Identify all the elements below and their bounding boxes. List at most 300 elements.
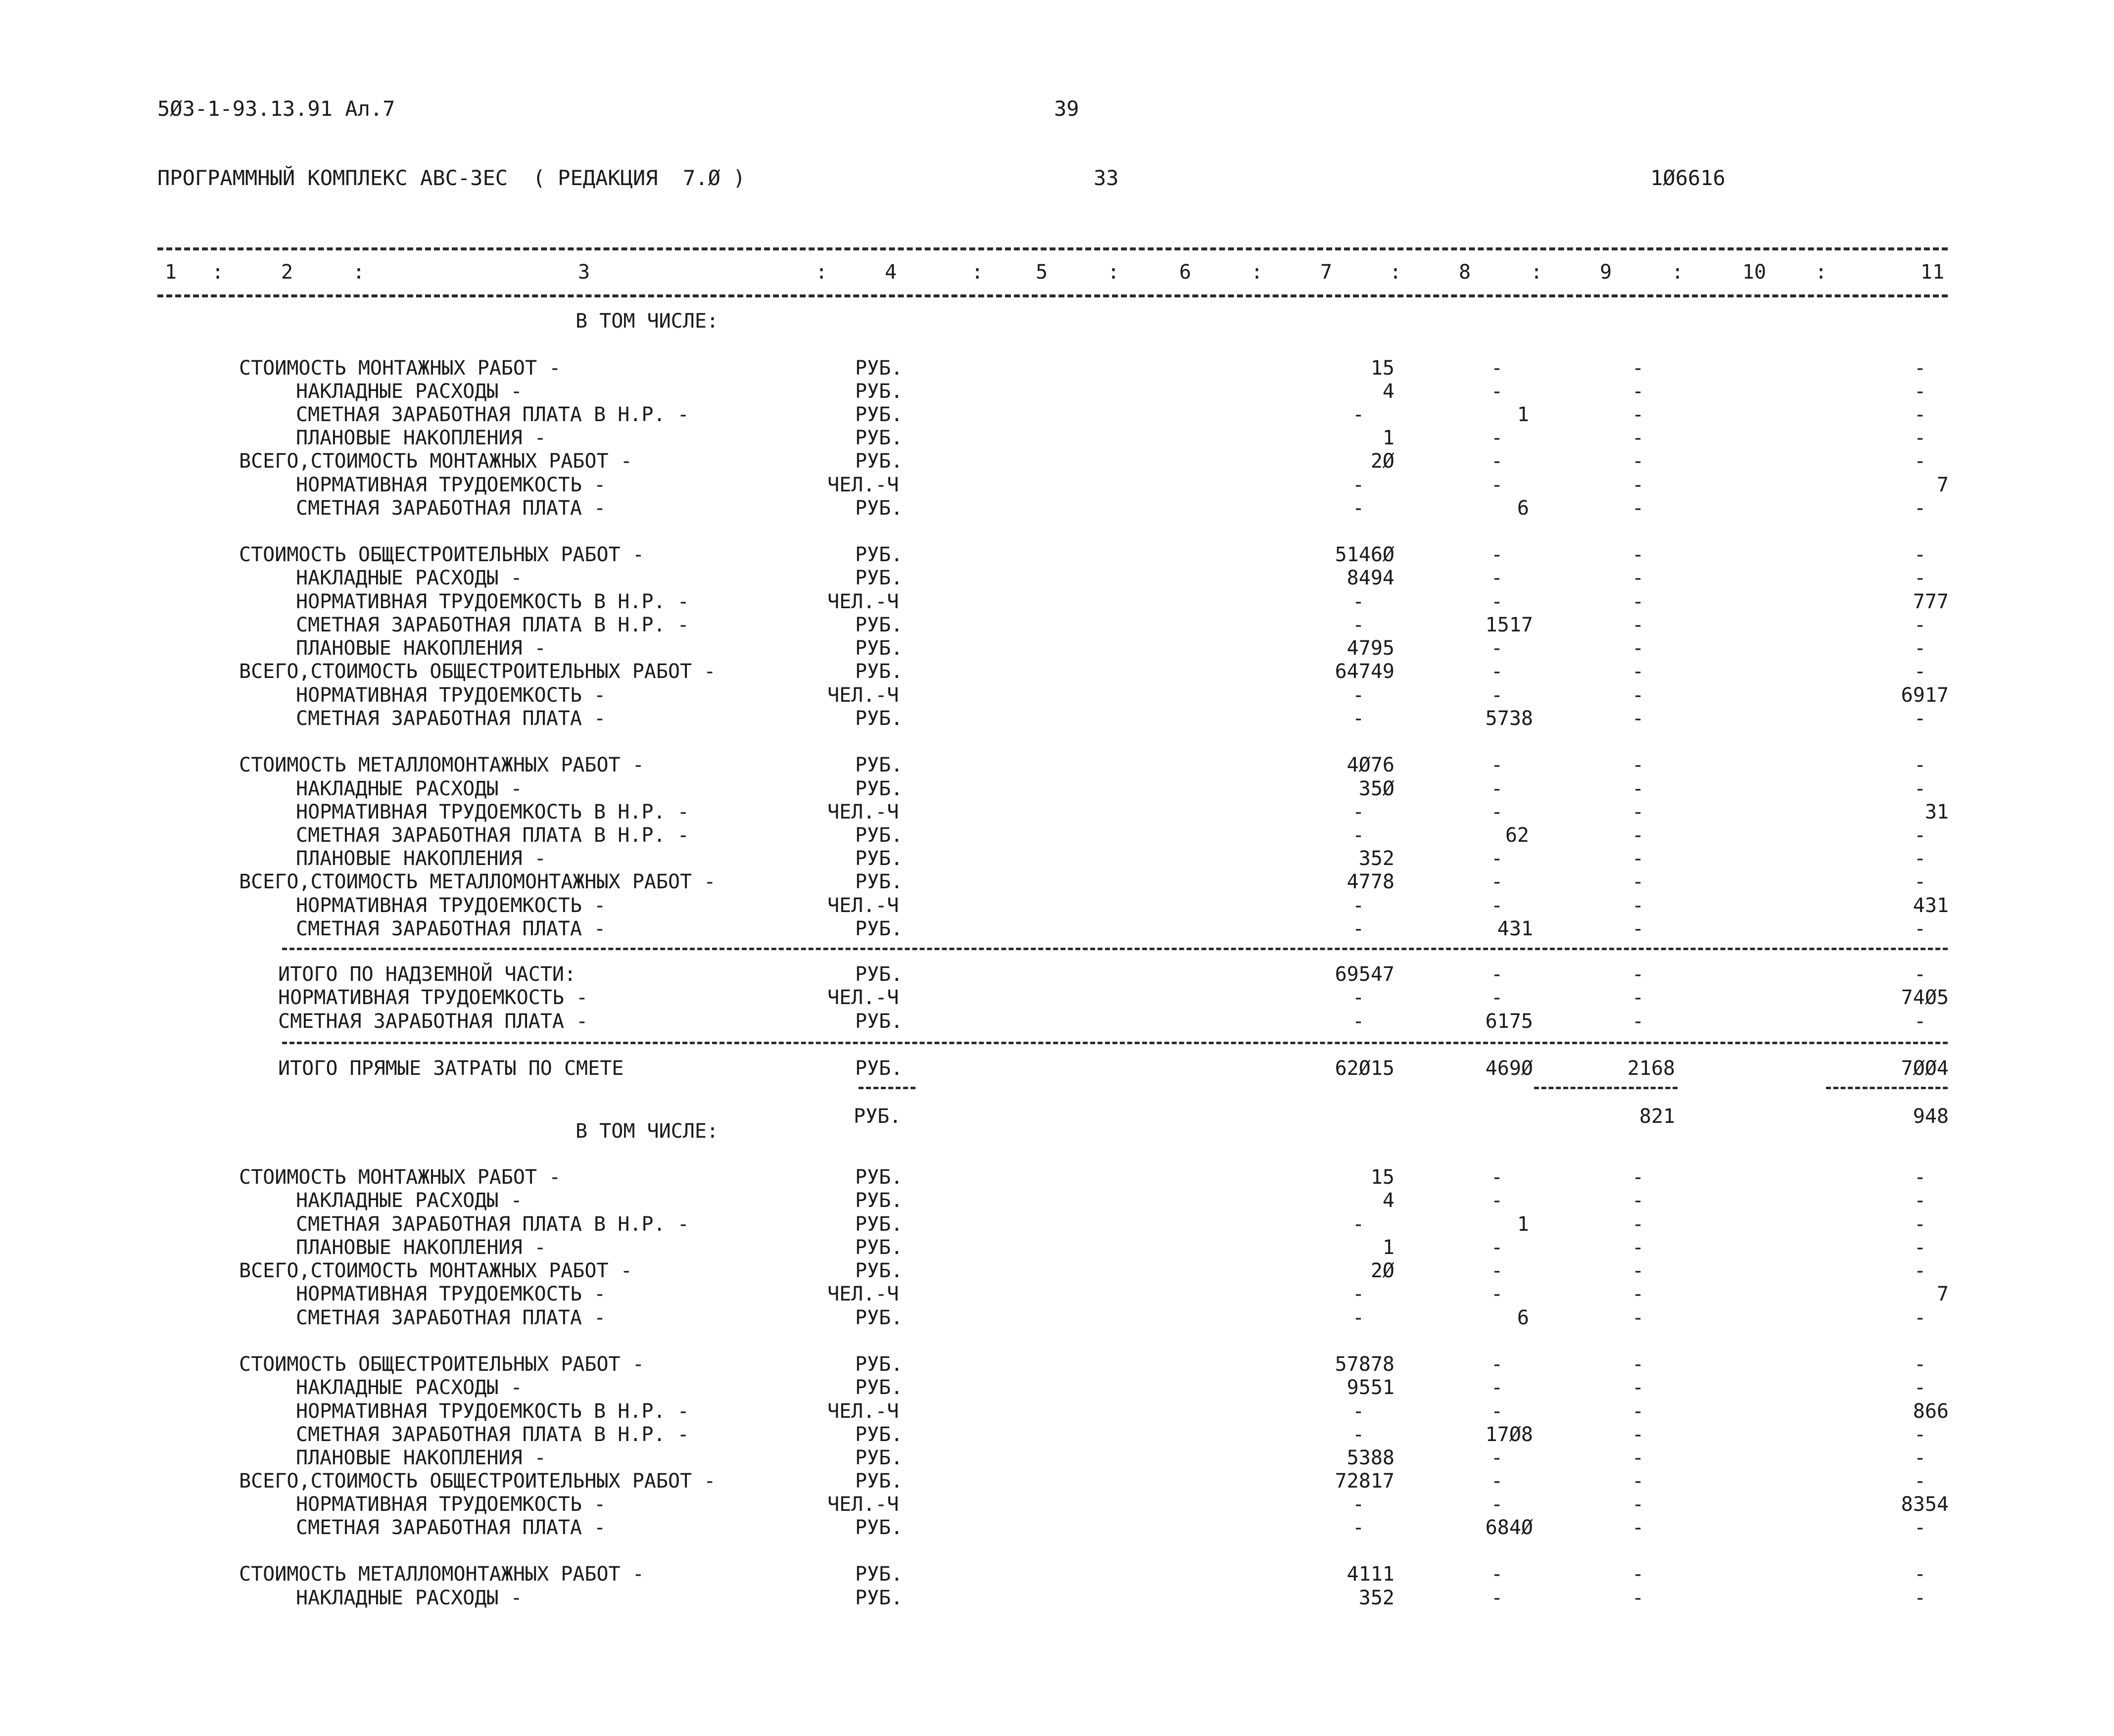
cell-col7: 352 (1358, 847, 1394, 870)
cell-col7: 2Ø (1370, 1259, 1394, 1282)
cell-col11: - (1914, 614, 1926, 636)
cell-col7: - (1352, 403, 1365, 426)
row-unit: РУБ. (855, 637, 903, 660)
row-label: НОРМАТИВНАЯ ТРУДОЕМКОСТЬ - (296, 894, 606, 917)
cell-col9: - (1632, 1166, 1644, 1189)
cell-col8: - (1490, 567, 1503, 589)
cell-col7: 4Ø76 (1346, 754, 1394, 776)
row-label: СМЕТНАЯ ЗАРАБОТНАЯ ПЛАТА - (296, 1516, 606, 1539)
cell-col9: - (1632, 380, 1644, 403)
cell-col8: - (1490, 474, 1503, 496)
row-label: НАКЛАДНЫЕ РАСХОДЫ - (296, 1587, 523, 1609)
row-label: ПЛАНОВЫЕ НАКОПЛЕНИЯ - (296, 1236, 546, 1259)
row-unit: ЧЕЛ.-Ч (827, 894, 899, 917)
cell-col8: 684Ø (1485, 1516, 1533, 1539)
row-label: НАКЛАДНЫЕ РАСХОДЫ - (296, 777, 523, 800)
column-number-3: 3 (577, 261, 590, 284)
row-unit: РУБ. (855, 917, 903, 940)
row-unit: РУБ. (855, 1423, 903, 1446)
row-label: В ТОМ ЧИСЛЕ: (576, 1120, 719, 1143)
cell-col9: - (1632, 754, 1644, 776)
document-code: 1Ø6616 (1650, 166, 1726, 190)
cell-col11: - (1914, 1563, 1926, 1586)
column-separator: : (211, 261, 224, 284)
cell-col9: - (1632, 824, 1644, 847)
cell-col11: - (1914, 1010, 1926, 1033)
cell-col9: - (1632, 567, 1644, 589)
cell-col11: 866 (1913, 1400, 1949, 1423)
cell-col11: - (1914, 1587, 1926, 1609)
cell-col9: - (1632, 1236, 1644, 1259)
cell-col9: 821 (1639, 1105, 1675, 1128)
row-unit: РУБ. (855, 614, 903, 636)
cell-col9: - (1632, 427, 1644, 449)
cell-col9: - (1632, 917, 1644, 940)
cell-col9: - (1632, 1493, 1644, 1516)
row-unit: ЧЕЛ.-Ч (827, 1400, 899, 1423)
column-separator: : (971, 261, 984, 284)
column-number-4: 4 (884, 261, 897, 284)
cell-col7: 69547 (1335, 963, 1394, 986)
row-label: СМЕТНАЯ ЗАРАБОТНАЯ ПЛАТА В Н.Р. - (296, 403, 689, 426)
cell-col11: - (1914, 450, 1926, 473)
column-number-1: 1 (164, 261, 177, 284)
cell-col9: - (1632, 986, 1644, 1009)
cell-col9: - (1632, 707, 1644, 730)
cell-col8: 469Ø (1485, 1057, 1533, 1080)
column-number-2: 2 (281, 261, 293, 284)
cell-col7: - (1352, 1400, 1365, 1423)
column-separator: : (1815, 261, 1827, 284)
row-unit: РУБ. (855, 427, 903, 449)
column-separator: : (1671, 261, 1684, 284)
cell-col11: - (1914, 1447, 1926, 1469)
cell-col7: 8494 (1346, 567, 1394, 589)
cell-col8: 1 (1517, 1213, 1529, 1236)
cell-col11: - (1914, 1213, 1926, 1236)
cell-col7: 4111 (1346, 1563, 1394, 1586)
row-unit: ЧЕЛ.-Ч (827, 474, 899, 496)
cell-col7: - (1352, 917, 1365, 940)
cell-col7: - (1352, 684, 1365, 707)
cell-col8: - (1490, 543, 1503, 566)
column-number-11: 11 (1920, 261, 1945, 284)
cell-col7: - (1352, 1306, 1365, 1329)
cell-col11: - (1914, 497, 1926, 520)
row-unit: ЧЕЛ.-Ч (827, 986, 899, 1009)
doc-code: 5Ø3-1-93.13.91 Ал.7 (157, 96, 395, 121)
cell-col11: - (1914, 357, 1926, 380)
cell-col9: - (1632, 637, 1644, 660)
row-label: СТОИМОСТЬ МОНТАЖНЫХ РАБОТ - (239, 1166, 561, 1189)
cell-col7: 4795 (1346, 637, 1394, 660)
cell-col11: - (1914, 963, 1926, 986)
cell-col8: 62 (1505, 824, 1529, 847)
cell-col8: - (1490, 1447, 1503, 1469)
cell-col11: - (1914, 1236, 1926, 1259)
row-unit: РУБ. (855, 707, 903, 730)
row-unit: РУБ. (855, 450, 903, 473)
row-unit: РУБ. (855, 357, 903, 380)
row-label: ВСЕГО,СТОИМОСТЬ МЕТАЛЛОМОНТАЖНЫХ РАБОТ - (239, 870, 716, 893)
cell-col8: - (1490, 1563, 1503, 1586)
row-label: НОРМАТИВНАЯ ТРУДОЕМКОСТЬ - (278, 986, 588, 1009)
cell-col11: - (1914, 777, 1926, 800)
cell-col7: - (1352, 986, 1365, 1009)
row-unit: РУБ. (855, 754, 903, 776)
cell-col8: - (1490, 1400, 1503, 1423)
cell-col8: - (1490, 1236, 1503, 1259)
dash-under-unit (859, 1087, 915, 1089)
row-unit: РУБ. (855, 380, 903, 403)
cell-col7: - (1352, 1493, 1365, 1516)
cell-col9: - (1632, 543, 1644, 566)
column-number-10: 10 (1742, 261, 1767, 284)
table-top-rule (157, 247, 1948, 250)
row-unit: ЧЕЛ.-Ч (827, 1493, 899, 1516)
column-number-7: 7 (1320, 261, 1333, 284)
column-number-9: 9 (1599, 261, 1612, 284)
cell-col9: - (1632, 1189, 1644, 1212)
cell-col9: - (1632, 590, 1644, 613)
row-label: НОРМАТИВНАЯ ТРУДОЕМКОСТЬ - (296, 1283, 606, 1305)
cell-col11: 31 (1924, 801, 1949, 823)
cell-col7: - (1352, 590, 1365, 613)
cell-col7: 4 (1382, 1189, 1394, 1212)
cell-col8: - (1490, 801, 1503, 823)
cell-col11: 7ØØ4 (1901, 1057, 1949, 1080)
cell-col8: - (1490, 894, 1503, 917)
cell-col8: - (1490, 754, 1503, 776)
cell-col11: 8354 (1901, 1493, 1949, 1516)
cell-col9: - (1632, 1306, 1644, 1329)
cell-col9: - (1632, 894, 1644, 917)
row-unit: РУБ. (855, 1376, 903, 1399)
cell-col9: - (1632, 1283, 1644, 1305)
cell-col9: - (1632, 684, 1644, 707)
cell-col7: 1 (1382, 1236, 1394, 1259)
cell-col11: 74Ø5 (1901, 986, 1949, 1009)
table-header-rule (157, 294, 1948, 297)
cell-col8: 431 (1497, 917, 1533, 940)
row-label: ВСЕГО,СТОИМОСТЬ ОБЩЕСТРОИТЕЛЬНЫХ РАБОТ - (239, 1470, 716, 1493)
column-separator: : (1530, 261, 1543, 284)
row-unit: РУБ. (855, 824, 903, 847)
row-unit: РУБ. (855, 567, 903, 589)
row-unit: ЧЕЛ.-Ч (827, 684, 899, 707)
column-number-8: 8 (1458, 261, 1471, 284)
row-label: СМЕТНАЯ ЗАРАБОТНАЯ ПЛАТА В Н.Р. - (296, 1423, 689, 1446)
cell-col7: - (1352, 1283, 1365, 1305)
row-unit: ЧЕЛ.-Ч (827, 801, 899, 823)
cell-col8: 1 (1517, 403, 1529, 426)
cell-col11: - (1914, 707, 1926, 730)
row-unit: ЧЕЛ.-Ч (827, 590, 899, 613)
dash-under-col11 (1826, 1087, 1948, 1089)
cell-col7: 5146Ø (1335, 543, 1394, 566)
cell-col7: - (1352, 707, 1365, 730)
cell-col11: - (1914, 917, 1926, 940)
cell-col11: - (1914, 543, 1926, 566)
cell-col8: - (1490, 357, 1503, 380)
cell-col7: 2Ø (1370, 450, 1394, 473)
cell-col8: - (1490, 1259, 1503, 1282)
cell-col8: - (1490, 1493, 1503, 1516)
cell-col9: - (1632, 357, 1644, 380)
row-label: СМЕТНАЯ ЗАРАБОТНАЯ ПЛАТА - (296, 917, 606, 940)
cell-col7: 57878 (1335, 1353, 1394, 1376)
cell-col7: 4 (1382, 380, 1394, 403)
cell-col9: - (1632, 614, 1644, 636)
cell-col9: - (1632, 870, 1644, 893)
column-separator: : (1389, 261, 1402, 284)
cell-col7: - (1352, 1213, 1365, 1236)
row-unit: РУБ. (855, 1010, 903, 1033)
row-label: ПЛАНОВЫЕ НАКОПЛЕНИЯ - (296, 847, 546, 870)
cell-col8: - (1490, 427, 1503, 449)
row-label: ИТОГО ПРЯМЫЕ ЗАТРАТЫ ПО СМЕТЕ (278, 1057, 624, 1080)
column-number-5: 5 (1035, 261, 1048, 284)
cell-col8: 6 (1517, 1306, 1529, 1329)
row-label: НАКЛАДНЫЕ РАСХОДЫ - (296, 380, 523, 403)
row-label: ПЛАНОВЫЕ НАКОПЛЕНИЯ - (296, 1447, 546, 1469)
column-number-6: 6 (1179, 261, 1192, 284)
cell-col11: - (1914, 847, 1926, 870)
row-unit: ЧЕЛ.-Ч (827, 1283, 899, 1305)
row-unit: РУБ. (855, 497, 903, 520)
cell-col7: 15 (1370, 357, 1394, 380)
row-label: СМЕТНАЯ ЗАРАБОТНАЯ ПЛАТА В Н.Р. - (296, 614, 689, 636)
row-unit: РУБ. (855, 1353, 903, 1376)
cell-col8: 1517 (1485, 614, 1533, 636)
row-unit: РУБ. (855, 1166, 903, 1189)
cell-col8: - (1490, 777, 1503, 800)
cell-col9: - (1632, 1563, 1644, 1586)
cell-col7: 72817 (1335, 1470, 1394, 1493)
row-label: СТОИМОСТЬ ОБЩЕСТРОИТЕЛЬНЫХ РАБОТ - (239, 543, 644, 566)
cell-col7: - (1352, 1423, 1365, 1446)
cell-col8: - (1490, 870, 1503, 893)
row-label: СМЕТНАЯ ЗАРАБОТНАЯ ПЛАТА - (296, 1306, 606, 1329)
cell-col11: - (1914, 567, 1926, 589)
row-label: СМЕТНАЯ ЗАРАБОТНАЯ ПЛАТА В Н.Р. - (296, 824, 689, 847)
cell-col9: - (1632, 450, 1644, 473)
cell-col8: - (1490, 847, 1503, 870)
cell-col9: - (1632, 777, 1644, 800)
cell-col7: 5388 (1346, 1447, 1394, 1469)
cell-col11: - (1914, 1516, 1926, 1539)
cell-col11: - (1914, 824, 1926, 847)
cell-col7: 62Ø15 (1335, 1057, 1394, 1080)
row-label: ВСЕГО,СТОИМОСТЬ МОНТАЖНЫХ РАБОТ - (239, 1259, 632, 1282)
row-label: СТОИМОСТЬ МОНТАЖНЫХ РАБОТ - (239, 357, 561, 380)
cell-col7: - (1352, 824, 1365, 847)
row-unit: РУБ. (855, 1259, 903, 1282)
row-unit: РУБ. (855, 1057, 903, 1080)
cell-col9: - (1632, 963, 1644, 986)
cell-col8: - (1490, 380, 1503, 403)
row-label: СМЕТНАЯ ЗАРАБОТНАЯ ПЛАТА - (296, 497, 606, 520)
cell-col7: 35Ø (1358, 777, 1394, 800)
cell-col8: - (1490, 660, 1503, 683)
cell-col7: 1 (1382, 427, 1394, 449)
sheet-number: 33 (1094, 166, 1119, 190)
cell-col11: - (1914, 870, 1926, 893)
cell-col7: - (1352, 894, 1365, 917)
cell-col8: 17Ø8 (1485, 1423, 1533, 1446)
cell-col11: - (1914, 427, 1926, 449)
column-separator: : (815, 261, 828, 284)
dash-under-col9 (1534, 1087, 1678, 1089)
row-label: НОРМАТИВНАЯ ТРУДОЕМКОСТЬ - (296, 684, 606, 707)
cell-col9: - (1632, 1587, 1644, 1609)
row-label: НОРМАТИВНАЯ ТРУДОЕМКОСТЬ В Н.Р. - (296, 590, 689, 613)
cell-col9: - (1632, 474, 1644, 496)
cell-col7: 15 (1370, 1166, 1394, 1189)
cell-col7: 9551 (1346, 1376, 1394, 1399)
column-separator: : (1107, 261, 1120, 284)
cell-col11: - (1914, 1306, 1926, 1329)
cell-col8: - (1490, 1587, 1503, 1609)
cell-col11: 948 (1913, 1105, 1949, 1128)
cell-col8: - (1490, 590, 1503, 613)
row-unit: РУБ. (855, 1516, 903, 1539)
row-label: ПЛАНОВЫЕ НАКОПЛЕНИЯ - (296, 427, 546, 449)
cell-col7: - (1352, 614, 1365, 636)
cell-col9: - (1632, 1353, 1644, 1376)
row-label: В ТОМ ЧИСЛЕ: (576, 310, 719, 333)
row-unit: РУБ. (855, 777, 903, 800)
section-rule-1 (282, 948, 1948, 950)
cell-col11: 7 (1936, 474, 1949, 496)
cell-col8: - (1490, 1470, 1503, 1493)
row-unit: РУБ. (855, 1236, 903, 1259)
row-label: СМЕТНАЯ ЗАРАБОТНАЯ ПЛАТА - (278, 1010, 588, 1033)
cell-col11: - (1914, 1189, 1926, 1212)
cell-col8: - (1490, 684, 1503, 707)
row-unit: РУБ. (855, 403, 903, 426)
cell-col8: - (1490, 1283, 1503, 1305)
row-unit: РУБ. (855, 1470, 903, 1493)
cell-col9: - (1632, 1423, 1644, 1446)
cell-col9: - (1632, 1447, 1644, 1469)
cell-col11: - (1914, 380, 1926, 403)
row-label: НАКЛАДНЫЕ РАСХОДЫ - (296, 567, 523, 589)
cell-col8: - (1490, 450, 1503, 473)
column-separator: : (1250, 261, 1263, 284)
row-label: ВСЕГО,СТОИМОСТЬ МОНТАЖНЫХ РАБОТ - (239, 450, 632, 473)
cell-col11: - (1914, 1353, 1926, 1376)
row-unit: РУБ. (855, 870, 903, 893)
cell-col11: - (1914, 754, 1926, 776)
cell-col11: - (1914, 1423, 1926, 1446)
row-unit: РУБ. (855, 1306, 903, 1329)
row-label: НОРМАТИВНАЯ ТРУДОЕМКОСТЬ - (296, 474, 606, 496)
row-label: НАКЛАДНЫЕ РАСХОДЫ - (296, 1376, 523, 1399)
cell-col11: - (1914, 403, 1926, 426)
cell-col9: - (1632, 1400, 1644, 1423)
row-label: ВСЕГО,СТОИМОСТЬ ОБЩЕСТРОИТЕЛЬНЫХ РАБОТ - (239, 660, 716, 683)
page-number: 39 (1054, 96, 1079, 121)
row-unit: РУБ. (855, 1447, 903, 1469)
cell-col8: - (1490, 986, 1503, 1009)
cell-col11: - (1914, 1470, 1926, 1493)
cell-col11: - (1914, 637, 1926, 660)
cell-col7: 352 (1358, 1587, 1394, 1609)
cell-col11: - (1914, 1259, 1926, 1282)
row-unit: РУБ. (855, 1563, 903, 1586)
row-unit: РУБ. (855, 1213, 903, 1236)
cell-col9: - (1632, 1259, 1644, 1282)
row-unit: РУБ. (855, 963, 903, 986)
row-label: СМЕТНАЯ ЗАРАБОТНАЯ ПЛАТА В Н.Р. - (296, 1213, 689, 1236)
column-separator: : (352, 261, 365, 284)
cell-col8: - (1490, 963, 1503, 986)
cell-col7: - (1352, 1010, 1365, 1033)
cell-col11: 6917 (1901, 684, 1949, 707)
cell-col8: 6 (1517, 497, 1529, 520)
cell-col9: - (1632, 1470, 1644, 1493)
cell-col9: 2168 (1627, 1057, 1675, 1080)
cell-col7: - (1352, 1516, 1365, 1539)
cell-col9: - (1632, 660, 1644, 683)
cell-col9: - (1632, 847, 1644, 870)
row-label: ПЛАНОВЫЕ НАКОПЛЕНИЯ - (296, 637, 546, 660)
row-label: НОРМАТИВНАЯ ТРУДОЕМКОСТЬ В Н.Р. - (296, 801, 689, 823)
section-rule-2 (282, 1042, 1948, 1044)
cell-col8: - (1490, 1353, 1503, 1376)
row-unit: РУБ. (854, 1105, 902, 1128)
cell-col8: - (1490, 1189, 1503, 1212)
cell-col8: - (1490, 1376, 1503, 1399)
row-unit: РУБ. (855, 1189, 903, 1212)
row-label: СТОИМОСТЬ МЕТАЛЛОМОНТАЖНЫХ РАБОТ - (239, 1563, 644, 1586)
cell-col9: - (1632, 403, 1644, 426)
cell-col8: - (1490, 1166, 1503, 1189)
cell-col11: 777 (1913, 590, 1949, 613)
cell-col9: - (1632, 1376, 1644, 1399)
row-unit: РУБ. (855, 660, 903, 683)
cell-col11: 7 (1936, 1283, 1949, 1305)
row-unit: РУБ. (855, 1587, 903, 1609)
cell-col9: - (1632, 1010, 1644, 1033)
cell-col8: 5738 (1485, 707, 1533, 730)
row-label: ИТОГО ПО НАДЗЕМНОЙ ЧАСТИ: (278, 963, 577, 986)
cell-col8: - (1490, 637, 1503, 660)
cell-col7: - (1352, 801, 1365, 823)
row-label: СТОИМОСТЬ ОБЩЕСТРОИТЕЛЬНЫХ РАБОТ - (239, 1353, 644, 1376)
cell-col7: 4778 (1346, 870, 1394, 893)
cell-col7: - (1352, 474, 1365, 496)
cell-col9: - (1632, 1213, 1644, 1236)
row-label: НОРМАТИВНАЯ ТРУДОЕМКОСТЬ - (296, 1493, 606, 1516)
row-label: СМЕТНАЯ ЗАРАБОТНАЯ ПЛАТА - (296, 707, 606, 730)
row-unit: РУБ. (855, 847, 903, 870)
cell-col9: - (1632, 801, 1644, 823)
cell-col11: - (1914, 1166, 1926, 1189)
program-title: ПРОГРАММНЫЙ КОМПЛЕКС АВС-3ЕС ( РЕДАКЦИЯ 7.Ø ) (157, 166, 746, 190)
row-label: НОРМАТИВНАЯ ТРУДОЕМКОСТЬ В Н.Р. - (296, 1400, 689, 1423)
cell-col9: - (1632, 1516, 1644, 1539)
cell-col11: - (1914, 1376, 1926, 1399)
cell-col7: - (1352, 497, 1365, 520)
row-label: НАКЛАДНЫЕ РАСХОДЫ - (296, 1189, 523, 1212)
row-unit: РУБ. (855, 543, 903, 566)
cell-col7: 64749 (1335, 660, 1394, 683)
cell-col11: 431 (1913, 894, 1949, 917)
cell-col9: - (1632, 497, 1644, 520)
row-label: СТОИМОСТЬ МЕТАЛЛОМОНТАЖНЫХ РАБОТ - (239, 754, 644, 776)
